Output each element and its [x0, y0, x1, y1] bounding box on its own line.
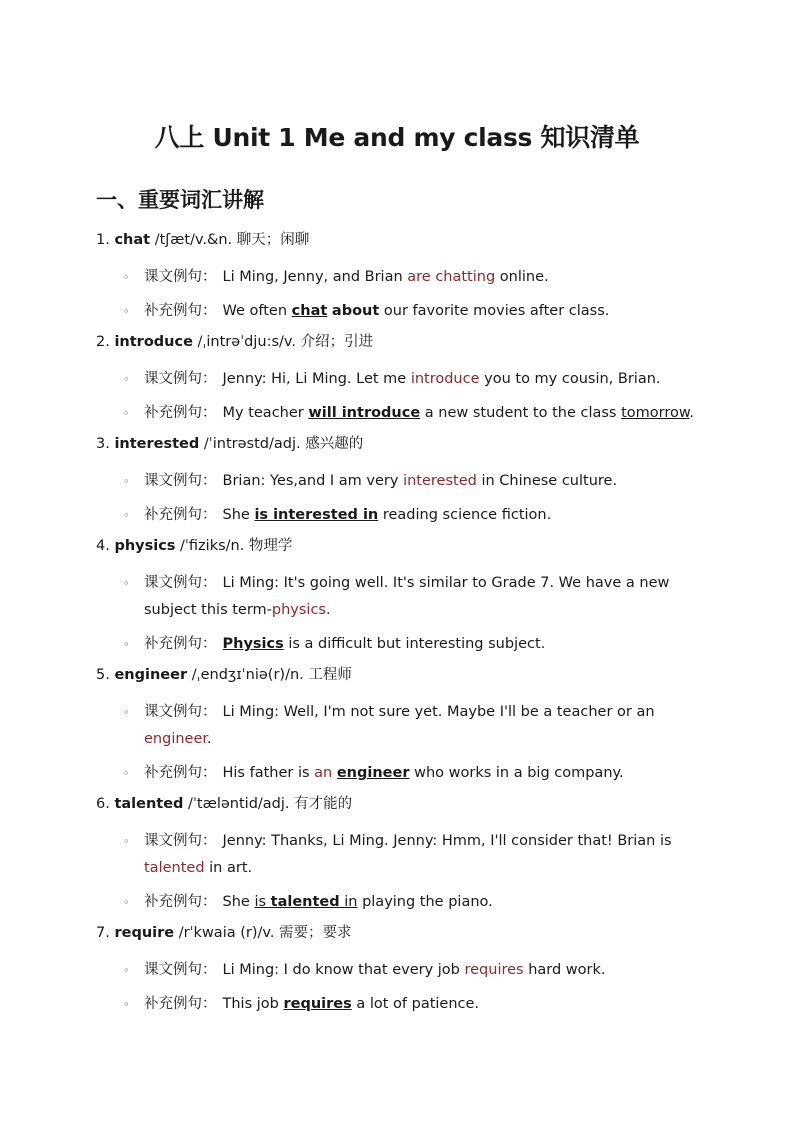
circle-bullet-icon: ◦	[123, 835, 130, 848]
extra-example	[96, 400, 716, 427]
text-example	[96, 570, 684, 624]
vocabulary-list	[96, 230, 716, 1025]
example-text: a lot of patience.	[351, 996, 480, 1012]
highlighted-term: are chatting	[407, 269, 496, 285]
example-text: She	[222, 507, 255, 523]
key-term: talented	[270, 894, 340, 910]
page-title: 八上 Unit 1 Me and my class 知识清单	[154, 123, 640, 152]
example-text: .	[207, 731, 212, 747]
example-text: reading science fiction.	[378, 507, 552, 523]
circle-bullet-icon: ◦	[123, 373, 130, 386]
highlighted-term: requires	[464, 962, 524, 978]
example-label: 课文例句：	[144, 704, 217, 720]
example-text: our favorite movies after class.	[379, 303, 610, 319]
entry-number: 3.	[96, 436, 110, 452]
circle-bullet-icon: ◦	[123, 407, 130, 420]
entry-heading	[96, 665, 716, 699]
example-text: Jenny: Thanks, Li Ming. Jenny: Hmm, I'll consider that! Brian is	[222, 833, 672, 849]
example-text: in Chinese culture.	[476, 473, 618, 489]
text-example	[96, 828, 684, 882]
entry-heading	[96, 230, 716, 264]
entry-word: physics	[114, 538, 176, 554]
entry-word: require	[114, 925, 175, 941]
entry-definition: /ˈtæləntid/adj. 有才能的	[183, 796, 353, 812]
entry-number: 4.	[96, 538, 110, 554]
example-text: .	[689, 405, 695, 421]
key-term: requires	[283, 996, 352, 1012]
highlighted-term: engineer	[144, 731, 208, 747]
extra-example	[96, 760, 716, 787]
example-text: Li Ming: Well, I'm not sure yet. Maybe I'll be a teacher or an	[222, 704, 655, 720]
entry-word: introduce	[114, 334, 193, 350]
example-label: 课文例句：	[144, 371, 217, 387]
underlined-phrase	[254, 894, 357, 910]
underlined-term: in	[344, 894, 358, 910]
example-label: 课文例句：	[144, 962, 217, 978]
vocab-entry-chat	[96, 230, 716, 325]
example-label: 补充例句：	[144, 507, 217, 523]
example-text: in art.	[204, 860, 253, 876]
example-text: .	[326, 602, 331, 618]
example-text: Li Ming, Jenny, and Brian	[222, 269, 408, 285]
underlined-term: is	[254, 894, 267, 910]
example-text: She	[222, 894, 255, 910]
text-example	[96, 699, 684, 753]
example-text: Jenny: Hi, Li Ming. Let me	[222, 371, 411, 387]
highlighted-term: interested	[403, 473, 477, 489]
example-text: Brian: Yes,and I am very	[222, 473, 404, 489]
example-text: His father is	[222, 765, 315, 781]
example-text: We often	[222, 303, 292, 319]
key-term: about	[331, 303, 380, 319]
text-example	[96, 366, 716, 393]
key-term: engineer	[336, 765, 410, 781]
circle-bullet-icon: ◦	[123, 706, 130, 719]
example-label: 补充例句：	[144, 405, 217, 421]
example-text: you to my cousin, Brian.	[479, 371, 661, 387]
key-term: is interested in	[254, 507, 379, 523]
text-example	[96, 468, 716, 495]
example-label: 补充例句：	[144, 303, 217, 319]
example-text: online.	[495, 269, 549, 285]
entry-word: engineer	[114, 667, 188, 683]
example-text: Li Ming: I do know that every job	[222, 962, 465, 978]
example-text: is a difficult but interesting subject.	[283, 636, 546, 652]
highlighted-term: an	[314, 765, 333, 781]
example-text: hard work.	[523, 962, 606, 978]
highlighted-term: physics	[271, 602, 326, 618]
example-text: This job	[222, 996, 284, 1012]
example-text: who works in a big company.	[409, 765, 624, 781]
underlined-term: tomorrow	[621, 405, 690, 421]
example-text: a new student to the class	[420, 405, 622, 421]
key-term: will introduce	[308, 405, 421, 421]
entry-word: talented	[114, 796, 184, 812]
example-label: 课文例句：	[144, 269, 217, 285]
entry-word: interested	[114, 436, 200, 452]
circle-bullet-icon: ◦	[123, 896, 130, 909]
entry-number: 6.	[96, 796, 110, 812]
vocab-entry-physics	[96, 536, 716, 658]
circle-bullet-icon: ◦	[123, 964, 130, 977]
example-text: My teacher	[222, 405, 309, 421]
circle-bullet-icon: ◦	[123, 998, 130, 1011]
text-example	[96, 957, 716, 984]
vocab-entry-require	[96, 923, 716, 1018]
circle-bullet-icon: ◦	[123, 767, 130, 780]
key-term: Physics	[222, 636, 284, 652]
example-label: 补充例句：	[144, 894, 217, 910]
example-label: 课文例句：	[144, 833, 217, 849]
highlighted-term: talented	[144, 860, 205, 876]
extra-example	[96, 502, 716, 529]
section-heading: 一、重要词汇讲解	[96, 188, 264, 212]
entry-heading	[96, 332, 716, 366]
entry-definition: /tʃæt/v.&n. 聊天；闲聊	[150, 232, 310, 248]
extra-example	[96, 991, 716, 1018]
entry-definition: /ˌintrəˈdju:s/v. 介绍；引进	[192, 334, 374, 350]
vocab-entry-introduce	[96, 332, 716, 427]
vocab-entry-engineer	[96, 665, 716, 787]
example-label: 课文例句：	[144, 473, 217, 489]
entry-heading	[96, 794, 716, 828]
example-label: 补充例句：	[144, 996, 217, 1012]
entry-definition: /ˈintrəstd/adj. 感兴趣的	[199, 436, 364, 452]
vocab-entry-talented	[96, 794, 716, 916]
extra-example	[96, 631, 716, 658]
example-text: playing the piano.	[357, 894, 493, 910]
text-example	[96, 264, 716, 291]
entry-definition: /rˈkwaia (r)/v. 需要；要求	[174, 925, 352, 941]
circle-bullet-icon: ◦	[123, 509, 130, 522]
entry-word: chat	[114, 232, 151, 248]
highlighted-term: introduce	[410, 371, 480, 387]
entry-definition: /ˌendʒɪˈniə(r)/n. 工程师	[187, 667, 352, 683]
entry-heading	[96, 434, 716, 468]
extra-example	[96, 889, 716, 916]
key-term: chat	[291, 303, 328, 319]
entry-number: 2.	[96, 334, 110, 350]
circle-bullet-icon: ◦	[123, 475, 130, 488]
example-label: 补充例句：	[144, 765, 217, 781]
entry-number: 5.	[96, 667, 110, 683]
entry-heading	[96, 536, 716, 570]
circle-bullet-icon: ◦	[123, 577, 130, 590]
example-label: 补充例句：	[144, 636, 217, 652]
example-text: Li Ming: It's going well. It's similar to Grade 7. We have a new subject this term-	[144, 575, 670, 618]
vocab-entry-interested	[96, 434, 716, 529]
circle-bullet-icon: ◦	[123, 305, 130, 318]
entry-heading	[96, 923, 716, 957]
entry-number: 1.	[96, 232, 110, 248]
extra-example	[96, 298, 716, 325]
entry-number: 7.	[96, 925, 110, 941]
circle-bullet-icon: ◦	[123, 271, 130, 284]
circle-bullet-icon: ◦	[123, 638, 130, 651]
example-label: 课文例句：	[144, 575, 217, 591]
entry-definition: /ˈfiziks/n. 物理学	[175, 538, 293, 554]
